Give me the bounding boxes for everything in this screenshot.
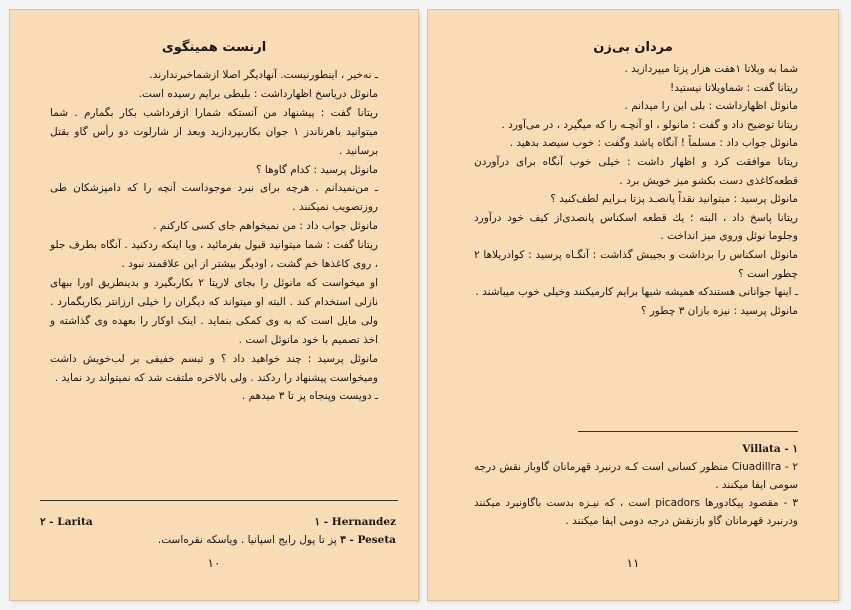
- footnote-1: ۱ - Villata: [742, 443, 798, 455]
- footnote-divider: [40, 500, 398, 501]
- paragraph: مانوئل جواب داد : مسلماً ! آنگاه پاشد وگفت : خوب سیصد بدهید .: [509, 137, 798, 150]
- footnote-2: ۲ - Larita: [40, 516, 93, 528]
- paragraph: ریتانا گفت : شما میتوانید قبول بفرمائید ، ویا اینکه ردکنید . آنگاه بطرف جلو ، روی کاغذها خم گشت ، اودیگر بیشتر از این علاقمند نبود .: [50, 239, 378, 271]
- footnote-3-text: پز تا پول رایج اسپانیا . ویا‌سکه نقره‌است.: [157, 534, 337, 546]
- footnote-row: [40, 513, 396, 531]
- page-number: ۱۱: [626, 556, 640, 570]
- paragraph: مانوئل پرسید : چند خواهید داد ؟ و تبسم خفیفی بر لب‌خویش داشت ومیخواست پیشنهاد را ردکند . ولی بالاخره ملتفت شد که نمیتواند رد نماید .: [50, 352, 378, 384]
- running-header: مردان بی‌زن: [593, 40, 673, 55]
- page-number: ۱۰: [207, 556, 221, 570]
- paragraph: مانوئل پرسید : کدام گاوها ؟: [256, 163, 378, 176]
- footnote-3-term: ۳ - Peseta: [340, 534, 396, 546]
- paragraph: ریتانا موافقت کرد و اظهار داشت : خیلی خوب آنگاه برای درآوردن قطعه‌کاغذی دست بکشو میز خویش برد .: [474, 155, 798, 187]
- footnote-2: ۲ - Ciuadillra منظور کسانی است کـه درنبرد قهرمانان گاوباز نقش درجه سومی ایفا میکنند .: [474, 461, 798, 491]
- footnotes: [40, 513, 396, 549]
- paragraph: مانوئل جواب داد : من نمیخواهم جای کسی کارکنم .: [153, 220, 378, 233]
- footnote-3: [40, 531, 396, 549]
- footnote-3: ۳ - مقصود پیکادورها picadors است ، که نیـزه بدست باگاونبرد میکنند ودرنبرد قهرمانان گاو بازنقش درجه دومی ایفا میکنند .: [474, 497, 798, 527]
- paragraph: ـ نه‌خیر ، اینطورنیست. آنهادیگر اصلا ازشماخبرندارند.: [149, 69, 378, 81]
- footnote-divider: [578, 431, 798, 432]
- paragraph: ریتانا پاسخ داد ، البته ؛ یك قطعه اسکناس پانصدی‌از کیف خود درآورد وجلوما نوئل وروی میز انداخت .: [474, 211, 798, 243]
- paragraph: مانوئل پرسید : میتوانید نقداً پانصـد پزتا بـرایم لطف‌کنید ؟: [550, 193, 798, 206]
- paragraph: ریتانا گفت : پیشنهاد من آنستکه شمارا ازفرداشب بکار بگمارم . شما میتوانید باهرناندز ۱ جوان بکاربپردازید وبعد از شارلوت دو رأس گاو بقتل برسانید .: [50, 106, 378, 157]
- body-text: [474, 60, 798, 320]
- paragraph: ریتانا گفت : شماویلاتا نیستید!: [670, 81, 798, 94]
- paragraph: مانوئل پرسید : نیزه بازان ۳ چطور ؟: [640, 304, 798, 317]
- paragraph: ـ اینها جوانانی هستندکه همیشه شبها برایم کارمیکنند وخیلی خوب میباشند .: [475, 286, 798, 299]
- left-page: [10, 10, 418, 600]
- paragraph: مانوئل دریاسخ اظهارداشت : بلیطی برایم رسیده است.: [138, 87, 378, 100]
- paragraph: ریتانا توضیح داد و گفت : مانولو ، او آنچـه را که میگیرد ، در می‌آورد .: [501, 118, 798, 131]
- paragraph: ـ من‌نمیدانم . هرچه برای نبرد موجوداست آنچه را که دامپزشکان طی روزتصویب نمیکنند .: [50, 182, 378, 214]
- right-page: [428, 10, 838, 600]
- paragraph: او میخواست که مانوئل را بجای لاریتا ۲ بکاربگیرد و بدینطریق اورا ببهای نازلی استخدام کند . البته او میتواند که دیگران را خیلی ارزانتر بکاربگمارد . ولی مایل است که به وی کمکی بنماید . اینک اوکار را بعهده وی گذاشته و اخذ تصمیم با خود مانوئل است .: [50, 276, 379, 346]
- body-text: [50, 66, 378, 406]
- paragraph: ـ دویست وپنجاه پز تا ۳ میدهم .: [241, 390, 378, 403]
- paragraph: شما به ویلاتا ۱هفت هزار پزتا میپردازید .: [624, 63, 798, 75]
- footnote-1: ۱ - Hernandez: [314, 516, 396, 528]
- paragraph: مانوئل اسکناس را برداشت و بجیبش گذاشت : آنگـاه پرسید : کوادریلاها ۲ چطور است ؟: [474, 248, 798, 280]
- paragraph: مانوئل اظهارداشت : بلی این را میدانم .: [624, 100, 798, 113]
- footnotes: [474, 440, 798, 530]
- running-header: ارنست همینگوی: [161, 40, 267, 55]
